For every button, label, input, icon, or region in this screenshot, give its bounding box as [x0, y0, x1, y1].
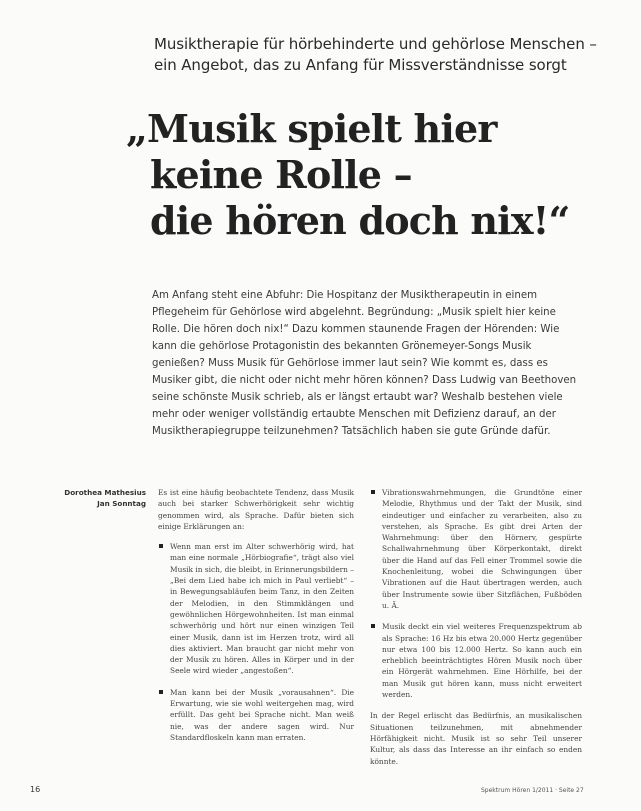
bullet-list [158, 541, 354, 743]
list-item-text: Man kann bei der Musik „vorausahnen“. Die Erwartung, wie sie wohl weitergehen mag, wird erfüllt. Das geht bei Sprache nicht. Man weiß nie, was der andere sagen wird. Nur Standardfloskeln kann man erraten. [170, 687, 354, 742]
bullet-square-icon [159, 690, 163, 694]
headline-line-3: die hören doch nix!“ [150, 198, 570, 243]
magazine-footer: Spektrum Hören 1/2011 · Seite 27 [481, 787, 584, 794]
list-item-text: Wenn man erst im Alter schwerhörig wird, hat man eine normale „Hörbiografie“, trägt also viel Musik in sich, die bleibt, in Erinnerungsbildern – „Bei dem Lied habe ich mich in Paul verliebt“ – in Bewegungsabläufen beim Tanz, in den Zeiten der Melodien, in den Stimmklängen und gewöhnlichen Hörgewohnheiten. Ist man einmal schwerhörig und hört nur einen winzigen Teil einer Musik, dann ist im Herzen trotz, wird all dies aktiviert. Man braucht gar nicht mehr von der Musik zu hören. Alles in Körper und in der Seele wird wieder „angestoßen“. [170, 542, 354, 676]
subtitle-line-2: ein Angebot, das zu Anfang für Missverständnisse sorgt [154, 56, 567, 74]
author-byline [56, 487, 146, 509]
lead-paragraph: Am Anfang steht eine Abfuhr: Die Hospitanz der Musiktherapeutin in einem Pflegeheim für Gehörlose wird abgelehnt. Begründung: „Musik spielt hier keine Rolle. Die hören doch nix!“ Dazu kommen staunende Fragen der Hörenden: Wie kann die gehörlose Protagonistin des bekannten Grönemeyer-Songs Musik genießen? Muss Musik für Gehörlose immer laut sein? Wie kommt es, dass es Musiker gibt, die nicht oder nicht mehr hören können? Dass Ludwig van Beethoven seine schönste Musik schrieb, als er längst ertaubt war? Weshalb bestehen viele mehr oder weniger vollständig ertaubte Menschen mit Defizienz darauf, an der Musiktherapiegruppe teilzunehmen? Tatsächlich haben sie gute Gründe dafür. [152, 290, 577, 437]
headline-line-2: keine Rolle – [150, 152, 412, 197]
column-outro-paragraph: In der Regel erlischt das Bedürfnis, an musikalischen Situationen teilzunehmen, mit abnehmender Hörfähigkeit nicht. Musik ist so sehr Teil unserer Kultur, als dass das Interesse an ihr einfach so enden könnte. [370, 711, 582, 766]
headline-line-1: „Musik spielt hier [126, 106, 497, 151]
list-item [370, 621, 582, 700]
article-headline [126, 106, 586, 244]
list-item-text: Musik deckt ein viel weiteres Frequenzspektrum ab als Sprache: 16 Hz bis etwa 20.000 Hertz gegenüber nur etwa 100 bis 12.000 Hertz. So kann auch ein erheblich beeinträchtigtes Hören Musik noch über ein Hörgerät wahrnehmen. Eine Hörhilfe, bei der man Musik gut hören kann, muss nicht erweitert werden. [382, 622, 582, 700]
author-name: Jan Sonntag [97, 499, 146, 508]
list-item [158, 541, 354, 677]
list-item [158, 687, 354, 743]
article-subtitle [154, 34, 604, 76]
column-intro-paragraph: Es ist eine häufig beobachtete Tendenz, dass Musik auch bei starker Schwerhörigkeit sehr wichtig genommen wird, als Sprache. Dafür bieten sich einige Erklärungen an: [158, 488, 354, 531]
list-item-text: Vibrationswahrnehmungen, die Grundtöne einer Melodie, Rhythmus und der Takt der Musik, sind eindeutiger und einfacher zu verarbeiten, also zu verstehen, als Sprache. Es gibt drei Arten der Wahrnehmung: über den Hörnerv, gespürte Schallwahrnehmung über Körperkontakt, direkt über die Hand auf das Fell einer Trommel sowie die Knochenleitung, wobei die Schwingungen über Vibrationen auf die Haut übertragen werden, auch über Instrumente sowie über Sitzflächen, Fußböden u. Ä. [382, 488, 582, 610]
list-item [370, 487, 582, 611]
body-column-2 [370, 487, 582, 776]
body-column-1 [158, 487, 354, 753]
bullet-square-icon [159, 544, 163, 548]
bullet-square-icon [371, 490, 375, 494]
subtitle-line-1: Musiktherapie für hörbehinderte und gehörlose Menschen – [154, 35, 597, 53]
bullet-square-icon [371, 624, 375, 628]
page-number: 16 [30, 785, 41, 794]
author-name: Dorothea Mathesius [64, 488, 146, 497]
bullet-list [370, 487, 582, 700]
